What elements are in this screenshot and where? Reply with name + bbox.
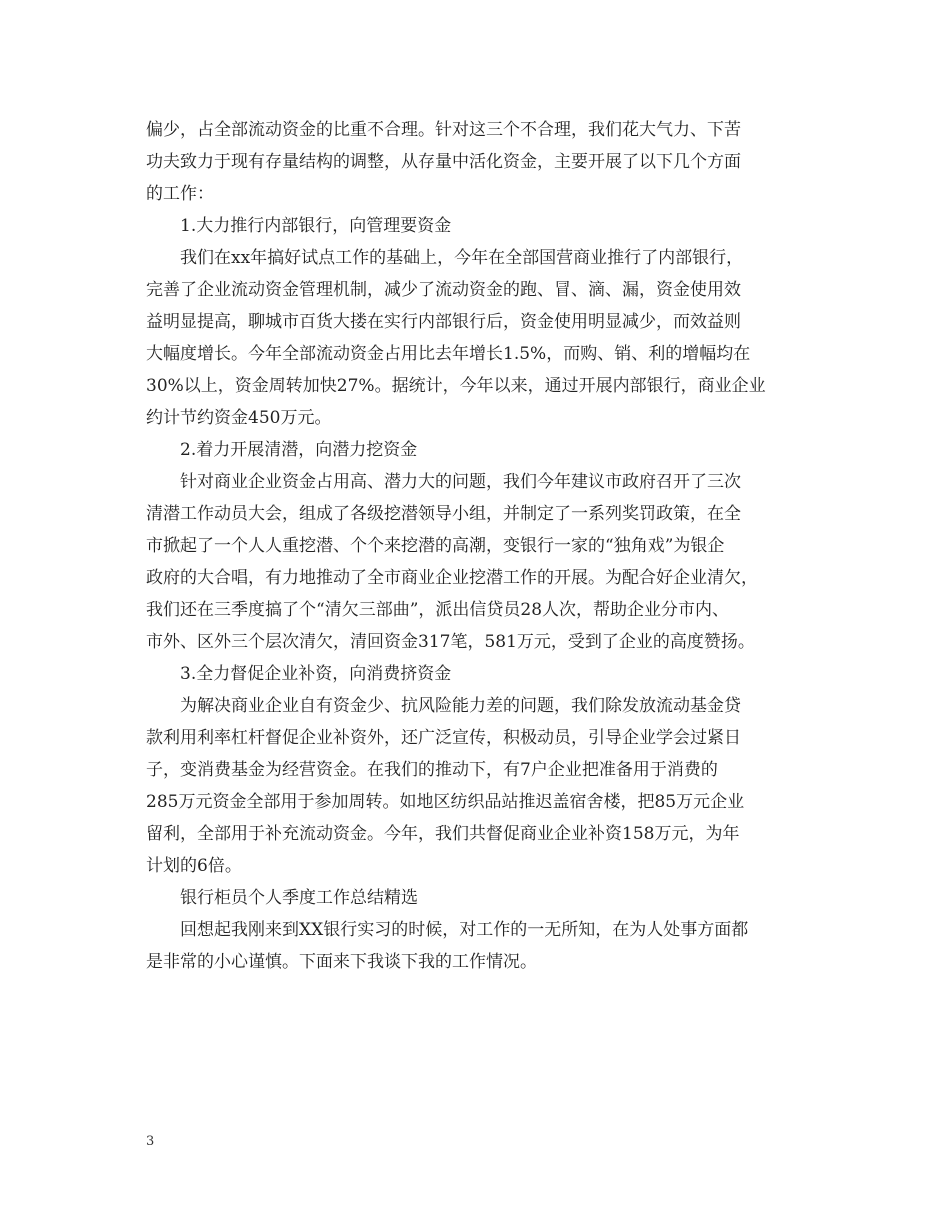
paragraph-5: 回想起我刚来到XX银行实习的时候，对工作的一无所知，在为人处事方面都 是非常的小心谨慎。下面来下我谈下我的工作情况。	[146, 920, 749, 972]
section-heading-1: 1.大力推行内部银行，向管理要资金	[180, 216, 452, 236]
paragraph-2: 我们在xx年搞好试点工作的基础上，今年在全部国营商业推行了内部银行， 完善了企业流动资金管理机制，减少了流动资金的跑、冒、滴、漏，资金使用效 益明显提高，聊城市百货大搂在实行内部银行后，资金使用明显减少，而效益则 大幅度增长。今年全部流动资金占用比去年增长1.5%，而购、销、利的增幅均在 30%以上，资金周转加快27%。据统计，今年以来，通过开展内部银行，商业企业 约计节约资金450万元。	[146, 248, 766, 428]
page-number: 3	[146, 1134, 155, 1149]
section-heading-2: 2.着力开展清潜，向潜力挖资金	[180, 440, 418, 460]
paragraph-3: 针对商业企业资金占用高、潜力大的问题，我们今年建议市政府召开了三次 清潜工作动员大会，组成了各级挖潜领导小组，并制定了一系列奖罚政策，在全 市掀起了一个人人重挖潜、个个来挖潜的高潮，变银行一家的“独角戏”为银企 政府的大合唱，有力地推动了全市商业企业挖潜工作的开展。为配合好企业清欠， 我们还在三季度搞了个“清欠三部曲”，派出信贷员28人次，帮助企业分市内、 市外、区外三个层次清欠，清回资金317笔，581万元，受到了企业的高度赞扬。	[146, 472, 758, 652]
paragraph-4: 为解决商业企业自有资金少、抗风险能力差的问题，我们除发放流动基金贷 款利用利率杠杆督促企业补资外，还广泛宣传，积极动员，引导企业学会过紧日 子，变消费基金为经营资金。在我们的推动下，有7户企业把准备用于消费的 285万元资金全部用于参加周转。如地区纺织品站推迟盖宿舍楼，把85万元企业 留利，全部用于补充流动资金。今年，我们共督促商业企业补资158万元，为年 计划的6倍。	[146, 696, 745, 876]
paragraph-1: 偏少，占全部流动资金的比重不合理。针对这三个不合理，我们花大气力、下苦 功夫致力于现有存量结构的调整，从存量中活化资金，主要开展了以下几个方面 的工作：	[146, 120, 741, 204]
document-body	[146, 114, 806, 978]
article-title: 银行柜员个人季度工作总结精选	[180, 888, 418, 908]
section-heading-3: 3.全力督促企业补资，向消费挤资金	[180, 664, 452, 684]
